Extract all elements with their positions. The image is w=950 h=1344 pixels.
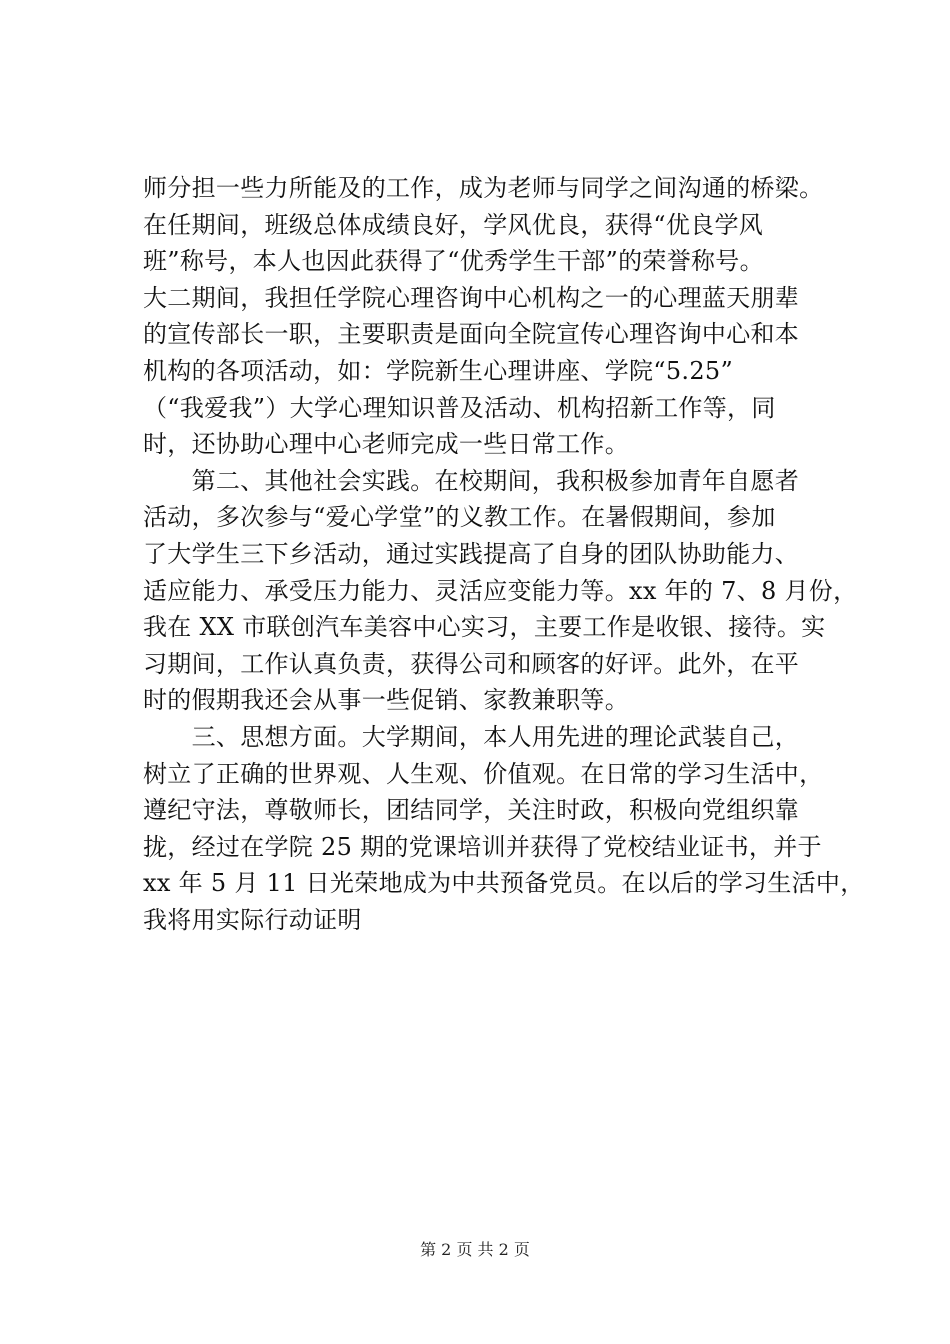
- text-line: 习期间，工作认真负责，获得公司和顾客的好评。此外，在平: [143, 649, 800, 678]
- page-number: 第 2 页 共 2 页: [420, 1240, 530, 1259]
- text-line: 我将用实际行动证明: [143, 905, 362, 934]
- text-line: （“我爱我”）大学心理知识普及活动、机构招新工作等，同: [143, 393, 776, 422]
- text-line: 我在 XX 市联创汽车美容中心实习，主要工作是收银、接待。实: [143, 613, 826, 642]
- text-line: 第二、其他社会实践。在校期间，我积极参加青年自愿者: [143, 466, 800, 495]
- text-line: 师分担一些力所能及的工作，成为老师与同学之间沟通的桥梁。: [143, 174, 824, 202]
- text-line: 时，还协助心理中心老师完成一些日常工作。: [143, 430, 629, 459]
- text-line: 遵纪守法，尊敬师长，团结同学，关注时政，积极向党组织靠: [143, 796, 800, 825]
- text-line: 拢，经过在学院 25 期的党课培训并获得了党校结业证书，并于: [143, 832, 822, 861]
- text-line: 树立了正确的世界观、人生观、价值观。在日常的学习生活中，: [143, 759, 824, 788]
- page-footer: [0, 1240, 950, 1260]
- text-line: 适应能力、承受压力能力、灵活应变能力等。xx 年的 7、8 月份，: [143, 576, 858, 605]
- text-line: 时的假期我还会从事一些促销、家教兼职等。: [143, 686, 629, 715]
- text-line: 班”称号，本人也因此获得了“优秀学生干部”的荣誉称号。: [143, 247, 764, 276]
- text-line: 了大学生三下乡活动，通过实践提高了自身的团队协助能力、: [143, 539, 800, 568]
- text-line: 大二期间，我担任学院心理咨询中心机构之一的心理蓝天朋辈: [143, 283, 800, 312]
- text-line: 在任期间，班级总体成绩良好，学风优良，获得“优良学风: [143, 210, 764, 239]
- text-line: xx 年 5 月 11 日光荣地成为中共预备党员。在以后的学习生活中，: [143, 869, 865, 898]
- body-text: [143, 170, 865, 938]
- text-line: 三、思想方面。大学期间，本人用先进的理论武装自己，: [143, 722, 800, 751]
- text-line: 的宣传部长一职，主要职责是面向全院宣传心理咨询中心和本: [143, 320, 800, 349]
- text-line: 活动，多次参与“爱心学堂”的义教工作。在暑假期间，参加: [143, 503, 776, 532]
- text-line: 机构的各项活动，如：学院新生心理讲座、学院“5.25”: [143, 356, 734, 385]
